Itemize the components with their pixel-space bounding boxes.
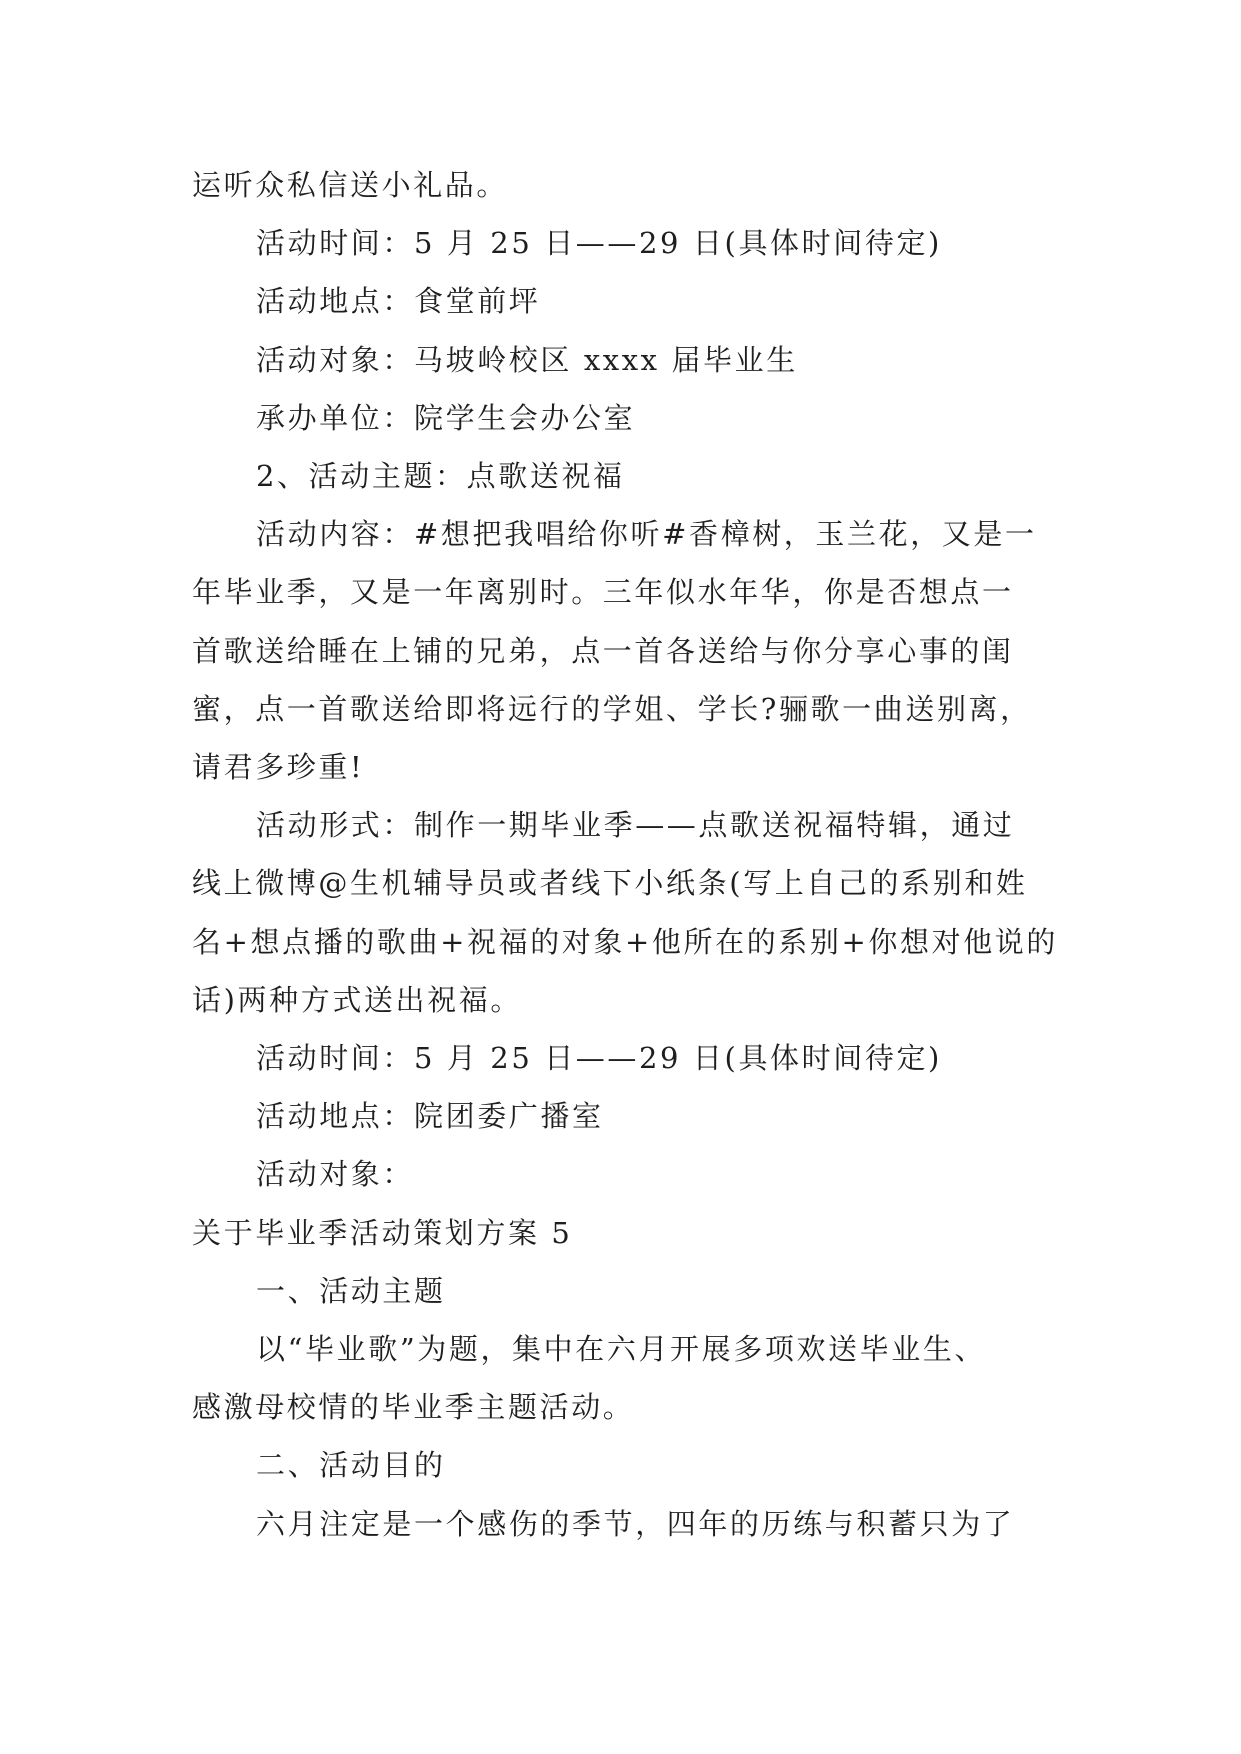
paragraph-line: 年毕业季，又是一年离别时。三年似水年华，你是否想点一 [192, 575, 1014, 610]
paragraph-line: 活动形式：制作一期毕业季——点歌送祝福特辑，通过 [256, 808, 1015, 843]
paragraph-line: 活动对象： [256, 1157, 415, 1192]
paragraph-line: 请君多珍重! [192, 750, 365, 785]
paragraph-line: 名+想点播的歌曲+祝福的对象+他所在的系别+你想对他说的 [192, 924, 1058, 959]
paragraph-line: 活动时间：5 月 25 日——29 日(具体时间待定) [256, 226, 942, 261]
document-body [192, 156, 1064, 1553]
paragraph-line: 活动内容：#想把我唱给你听#香樟树，玉兰花，又是一 [256, 517, 1037, 552]
paragraph-line: 活动地点：食堂前坪 [256, 284, 541, 319]
paragraph-line: 活动时间：5 月 25 日——29 日(具体时间待定) [256, 1041, 942, 1076]
section-heading: 关于毕业季活动策划方案 5 [192, 1215, 573, 1250]
paragraph-line: 以“毕业歌”为题，集中在六月开展多项欢送毕业生、 [256, 1332, 987, 1367]
paragraph-line: 承办单位：院学生会办公室 [256, 400, 636, 435]
subsection-heading: 二、活动目的 [256, 1448, 446, 1483]
subsection-heading: 一、活动主题 [256, 1273, 446, 1308]
paragraph-line: 蜜，点一首歌送给即将远行的学姐、学长?骊歌一曲送别离， [192, 691, 1032, 726]
paragraph-line: 话)两种方式送出祝福。 [192, 982, 522, 1017]
paragraph-line: 活动地点：院团委广播室 [256, 1099, 604, 1134]
paragraph-line: 运听众私信送小礼品。 [192, 168, 509, 202]
paragraph-line: 感激母校情的毕业季主题活动。 [192, 1390, 635, 1425]
paragraph-line: 活动对象：马坡岭校区 xxxx 届毕业生 [256, 342, 798, 377]
paragraph-line: 线上微博@生机辅导员或者线下小纸条(写上自己的系别和姓 [192, 866, 1028, 901]
paragraph-line: 2、活动主题：点歌送祝福 [256, 459, 625, 494]
paragraph-line: 六月注定是一个感伤的季节，四年的历练与积蓄只为了 [256, 1506, 1015, 1541]
paragraph-line: 首歌送给睡在上铺的兄弟，点一首各送给与你分享心事的闺 [192, 633, 1014, 668]
